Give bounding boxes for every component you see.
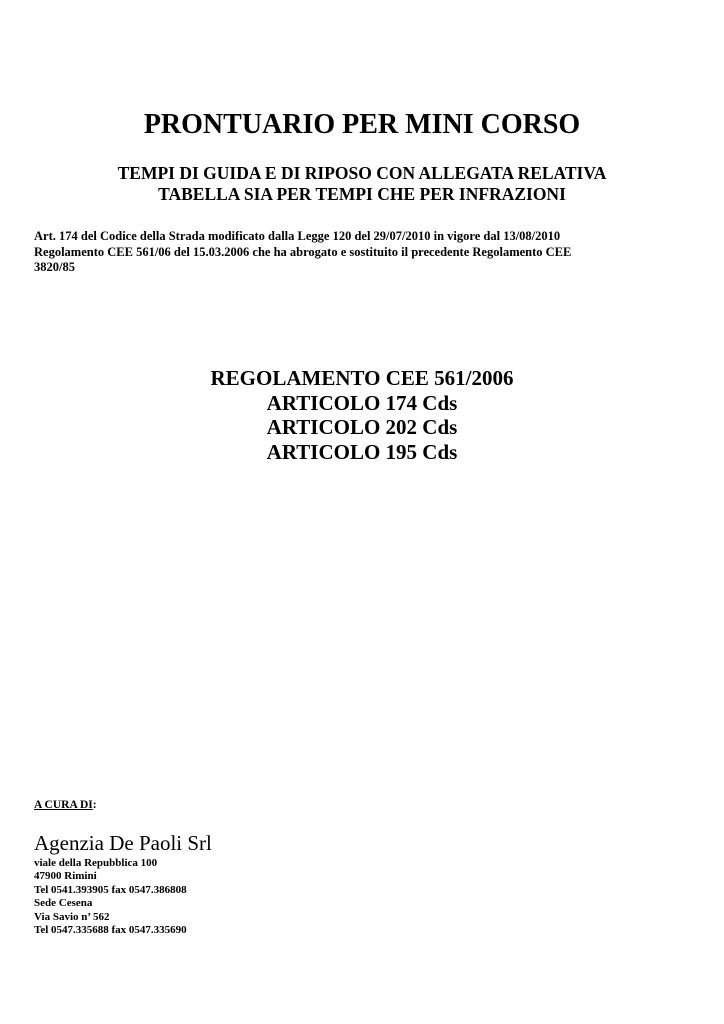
agency-name: Agenzia De Paoli Srl <box>34 831 212 855</box>
reference-item: REGOLAMENTO CEE 561/2006 <box>210 366 514 390</box>
intro-paragraph <box>34 229 694 276</box>
references-block <box>0 366 724 464</box>
reference-item: ARTICOLO 195 Cds <box>266 439 458 464</box>
reference-item: ARTICOLO 202 Cds <box>266 415 458 439</box>
subtitle-line-2: TABELLA SIA PER TEMPI CHE PER INFRAZIONI <box>158 184 566 204</box>
address-line: Tel 0541.393905 fax 0547.386808 <box>34 883 187 896</box>
reference-item: ARTICOLO 174 Cds <box>266 390 458 415</box>
document-subtitle <box>0 163 724 205</box>
address-line: viale della Repubblica 100 <box>34 857 158 869</box>
document-title: PRONTUARIO PER MINI CORSO <box>143 109 581 140</box>
cura-di-label <box>34 798 97 812</box>
address-line: Tel 0547.335688 fax 0547.335690 <box>34 924 187 937</box>
intro-line-1: Art. 174 del Codice della Strada modificato dalla Legge 120 del 29/07/2010 in vigore dal 13/08/2010 <box>34 229 561 243</box>
address-line: 47900 Rimini <box>34 870 97 883</box>
address-line: Sede Cesena <box>34 897 93 910</box>
agency-address <box>34 857 187 937</box>
intro-line-3: 3820/85 <box>34 260 75 274</box>
intro-line-2: Regolamento CEE 561/06 del 15.03.2006 che ha abrogato e sostituito il precedente Regolamento CEE <box>34 244 572 259</box>
subtitle-line-1: TEMPI DI GUIDA E DI RIPOSO CON ALLEGATA RELATIVA <box>117 163 607 183</box>
cura-di-colon: : <box>92 799 97 811</box>
address-line: Via Savio n’ 562 <box>34 910 110 923</box>
cura-di-text: A CURA DI <box>34 799 93 811</box>
